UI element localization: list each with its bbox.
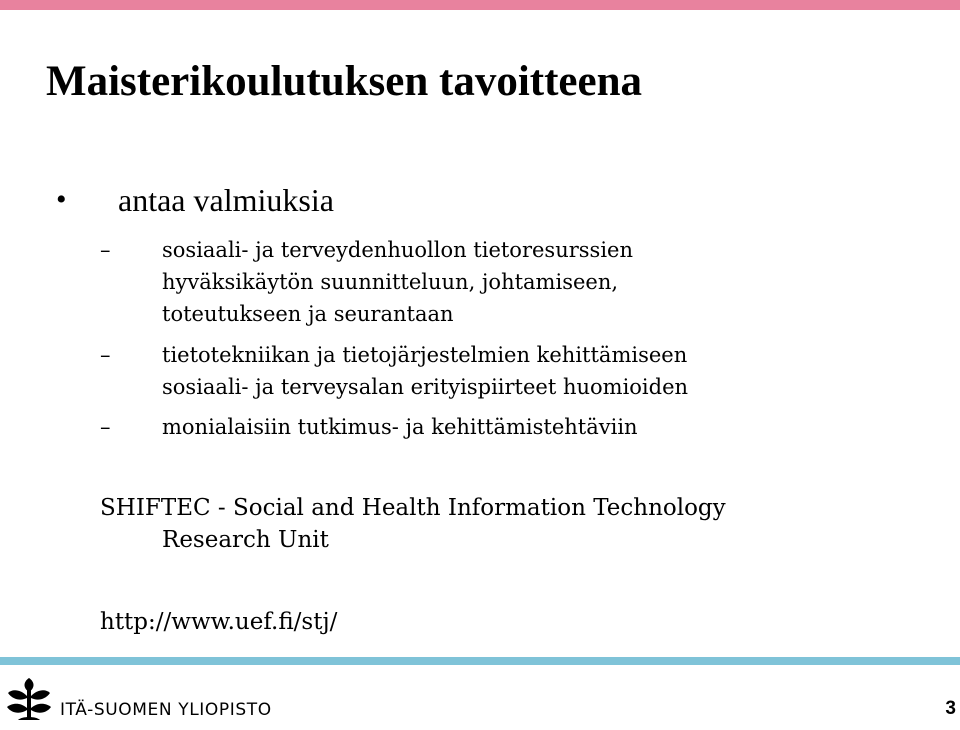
dash-icon: – [100,415,111,439]
sub-item-line: hyväksikäytön suunnitteluun, johtamiseen, [162,270,619,294]
bullet-icon: • [56,183,67,216]
bullet-text: antaa valmiuksia [118,182,334,218]
url-link[interactable]: http://www.uef.fi/stj/ [100,609,338,635]
url-text[interactable] [100,606,940,638]
research-unit-name [100,492,940,556]
sub-item-line: monialaisiin tutkimus- ja kehittämistehtäviin [162,415,638,439]
uef-leaf-logo-icon [6,676,52,722]
sub-item-text [162,411,902,443]
page-number: 3 [945,698,956,719]
sub-item-line: tietotekniikan ja tietojärjestelmien kehittämiseen [162,343,688,367]
sub-item-text [162,339,902,403]
dash-icon: – [100,343,111,367]
dash-icon: – [100,238,111,262]
university-name: ITÄ-SUOMEN YLIOPISTO [60,700,272,720]
top-accent-bar [0,0,960,10]
slide-title: Maisterikoulutuksen tavoitteena [46,58,643,105]
bottom-accent-bar [0,657,960,665]
sub-item-text [162,234,902,330]
unit-line: SHIFTEC - Social and Health Information Technology [100,495,726,521]
sub-item-line: sosiaali- ja terveysalan erityispiirteet huomioiden [162,375,689,399]
sub-item-line: toteutukseen ja seurantaan [162,302,454,326]
sub-item-line: sosiaali- ja terveydenhuollon tietoresurssien [162,238,633,262]
unit-line: Research Unit [162,527,329,553]
